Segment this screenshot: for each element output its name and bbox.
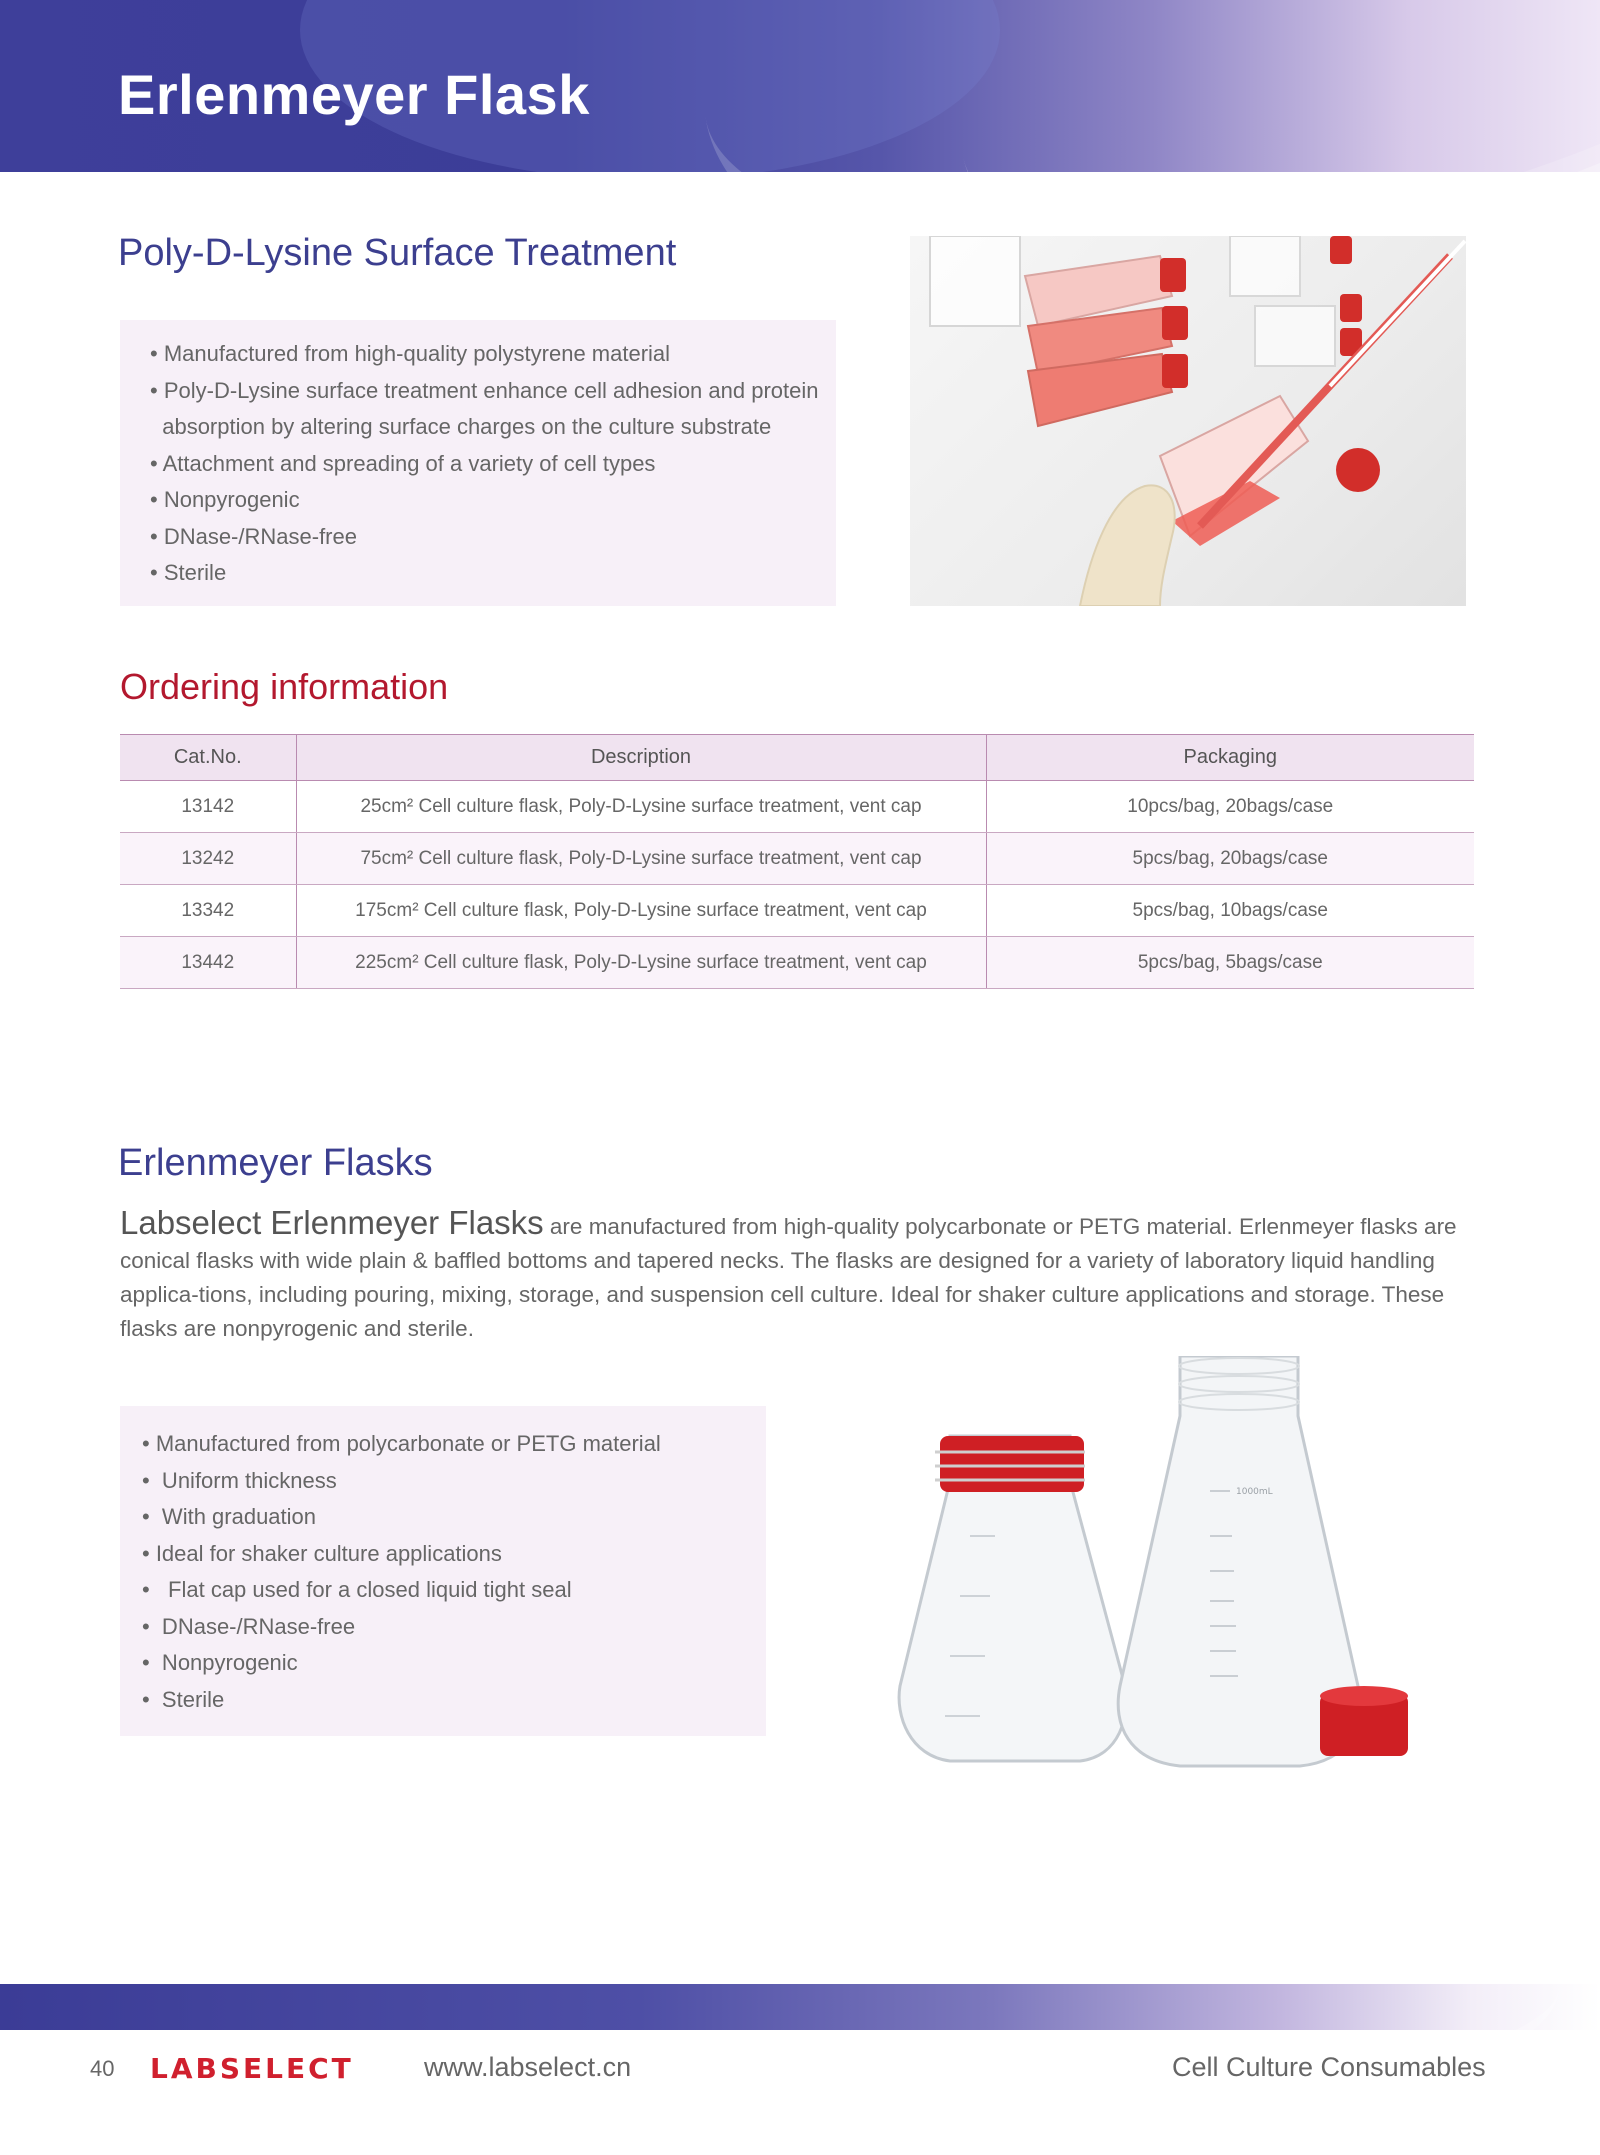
flasks-illustration xyxy=(910,236,1466,606)
erlenmeyer-illustration xyxy=(880,1356,1420,1776)
header-description: Description xyxy=(296,735,986,781)
cell-cat-no: 13242 xyxy=(120,833,296,885)
table-header-row xyxy=(120,735,1474,781)
banner-wave xyxy=(913,0,1600,172)
feature-item: • With graduation xyxy=(142,1504,317,1529)
feature-item: • DNase-/RNase-free xyxy=(150,523,357,549)
feature-item: • Nonpyrogenic xyxy=(150,487,300,512)
erlen-feature-box xyxy=(120,1406,766,1736)
cell-packaging: 10pcs/bag, 20bags/case xyxy=(986,781,1474,833)
feature-item: • Flat cap used for a closed liquid tight seal xyxy=(142,1577,572,1602)
cell-description: 175cm² Cell culture flask, Poly-D-Lysine surface treatment, vent cap xyxy=(296,885,986,937)
footer-category: Cell Culture Consumables xyxy=(1172,2052,1486,2082)
erlen-intro-text: are manufactured from high-quality polycarbonate or PETG material. Erlenmeyer flasks are conical flasks with wide plain & baffled bottoms and tapered necks. The flasks are designed for a variety of laboratory liquid handling applica-tions, including pouring, mixing, storage, and suspension cell culture. Ideal for shaker culture applications and storage. These flasks are nonpyrogenic and sterile. xyxy=(120,1214,1457,1341)
header-banner xyxy=(0,0,1600,172)
cell-culture-flasks-photo xyxy=(910,236,1466,606)
erlen-section-title: Erlenmeyer Flasks xyxy=(118,1142,433,1184)
feature-item: • Manufactured from high-quality polystyrene material xyxy=(150,341,671,366)
feature-item: • Attachment and spreading of a variety of cell types xyxy=(150,450,656,476)
feature-item: • DNase-/RNase-free xyxy=(142,1613,356,1639)
footer-wave xyxy=(851,1984,1568,2030)
ordering-title: Ordering information xyxy=(120,666,449,707)
erlen-feature-list xyxy=(142,1426,766,1718)
feature-item: • Ideal for shaker culture applications xyxy=(142,1540,502,1566)
erlenmeyer-flasks-photo xyxy=(880,1356,1420,1776)
feature-item: • Sterile xyxy=(142,1686,225,1712)
cell-cat-no: 13442 xyxy=(120,937,296,989)
cell-cat-no: 13342 xyxy=(120,885,296,937)
erlen-intro-paragraph xyxy=(120,1206,1476,1346)
header-packaging: Packaging xyxy=(986,735,1474,781)
cell-description: 75cm² Cell culture flask, Poly-D-Lysine surface treatment, vent cap xyxy=(296,833,986,885)
cell-cat-no: 13142 xyxy=(120,781,296,833)
pdl-feature-list xyxy=(150,336,836,592)
labselect-logo: LABSELECT xyxy=(150,2052,354,2085)
ordering-table xyxy=(120,734,1474,989)
website-link[interactable]: www.labselect.cn xyxy=(424,2052,632,2082)
feature-item: • Nonpyrogenic xyxy=(142,1650,298,1675)
table-row xyxy=(120,781,1474,833)
footer-band xyxy=(0,1984,1600,2030)
header-cat-no: Cat.No. xyxy=(120,735,296,781)
cell-packaging: 5pcs/bag, 20bags/case xyxy=(986,833,1474,885)
cell-description: 25cm² Cell culture flask, Poly-D-Lysine surface treatment, vent cap xyxy=(296,781,986,833)
table-row xyxy=(120,885,1474,937)
graduation-label: 1000mL xyxy=(1236,1487,1273,1497)
feature-item: • Poly-D-Lysine surface treatment enhance cell adhesion and protein xyxy=(150,377,819,403)
page-number: 40 xyxy=(90,2056,115,2081)
feature-item: • Uniform thickness xyxy=(142,1467,337,1493)
cell-packaging: 5pcs/bag, 5bags/case xyxy=(986,937,1474,989)
table-row xyxy=(120,833,1474,885)
cell-packaging: 5pcs/bag, 10bags/case xyxy=(986,885,1474,937)
pdl-feature-box xyxy=(120,320,836,606)
feature-item: • Manufactured from polycarbonate or PETG material xyxy=(142,1431,661,1456)
erlen-intro-lead: Labselect Erlenmeyer Flasks xyxy=(120,1204,544,1241)
pdl-section-title: Poly-D-Lysine Surface Treatment xyxy=(118,232,677,274)
feature-item: absorption by altering surface charges on the culture substrate xyxy=(150,414,772,439)
feature-item: • Sterile xyxy=(150,560,227,585)
table-row xyxy=(120,937,1474,989)
page-title: Erlenmeyer Flask xyxy=(118,63,590,126)
cell-description: 225cm² Cell culture flask, Poly-D-Lysine surface treatment, vent cap xyxy=(296,937,986,989)
